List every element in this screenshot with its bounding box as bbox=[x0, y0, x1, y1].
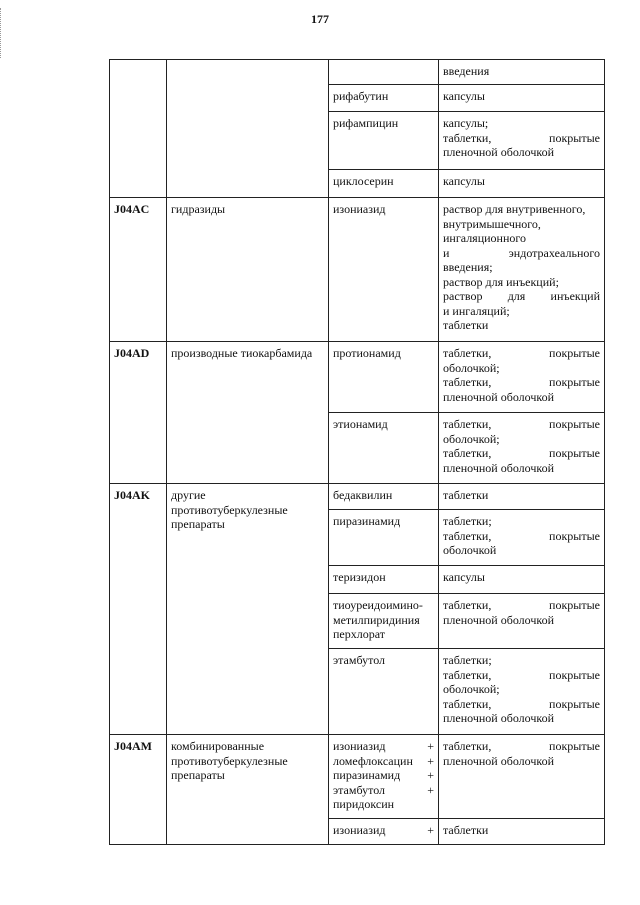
drug-cell: тиоуреидоимино- метилпиридиния перхлорат bbox=[329, 594, 439, 649]
atc-code-cell: J04AM bbox=[110, 735, 167, 845]
drug-cell: теризидон bbox=[329, 566, 439, 594]
table-row bbox=[110, 484, 605, 510]
drug-cell: изониазид + bbox=[329, 819, 439, 845]
form-cell: таблетки, покрытые пленочной оболочкой bbox=[439, 594, 605, 649]
drug-cell: бедаквилин bbox=[329, 484, 439, 510]
form-cell: таблетки; таблетки, покрытые оболочкой bbox=[439, 510, 605, 566]
atc-code-cell: J04AC bbox=[110, 198, 167, 342]
drug-cell: этионамид bbox=[329, 413, 439, 484]
drug-cell: пиразинамид bbox=[329, 510, 439, 566]
group-cell: комбинированные противотуберкулезные препараты bbox=[167, 735, 329, 845]
form-cell: капсулы bbox=[439, 85, 605, 112]
drug-cell: рифампицин bbox=[329, 112, 439, 170]
form-cell: таблетки bbox=[439, 819, 605, 845]
group-cell: производные тиокарбамида bbox=[167, 342, 329, 484]
drug-cell: рифабутин bbox=[329, 85, 439, 112]
form-cell: капсулы bbox=[439, 566, 605, 594]
table-row bbox=[110, 60, 605, 85]
drug-table bbox=[109, 59, 605, 845]
form-cell: таблетки, покрытые оболочкой; таблетки, покрытые пленочной оболочкой bbox=[439, 413, 605, 484]
table-row bbox=[110, 735, 605, 819]
table-row bbox=[110, 342, 605, 413]
drug-cell bbox=[329, 60, 439, 85]
form-cell: введения bbox=[439, 60, 605, 85]
atc-code-cell: J04AD bbox=[110, 342, 167, 484]
drug-cell: этамбутол bbox=[329, 649, 439, 735]
drug-cell: изониазид + ломефлоксацин + пиразинамид + этамбутол + пиридоксин bbox=[329, 735, 439, 819]
form-cell: капсулы; таблетки, покрытые пленочной оболочкой bbox=[439, 112, 605, 170]
atc-code-cell bbox=[110, 60, 167, 198]
group-cell: другие противотуберкулезные препараты bbox=[167, 484, 329, 735]
drug-cell: циклосерин bbox=[329, 170, 439, 198]
group-cell bbox=[167, 60, 329, 198]
drug-cell: изониазид bbox=[329, 198, 439, 342]
form-cell: таблетки; таблетки, покрытые оболочкой; таблетки, покрытые пленочной оболочкой bbox=[439, 649, 605, 735]
form-cell: капсулы bbox=[439, 170, 605, 198]
form-cell: таблетки bbox=[439, 484, 605, 510]
form-cell: таблетки, покрытые оболочкой; таблетки, покрытые пленочной оболочкой bbox=[439, 342, 605, 413]
form-cell: таблетки, покрытые пленочной оболочкой bbox=[439, 735, 605, 819]
page-number: 177 bbox=[311, 12, 329, 26]
atc-code-cell: J04AK bbox=[110, 484, 167, 735]
table-row bbox=[110, 198, 605, 342]
drug-cell: протионамид bbox=[329, 342, 439, 413]
group-cell: гидразиды bbox=[167, 198, 329, 342]
form-cell: раствор для внутривенного, внутримышечного, ингаляционного и эндотрахеального введения; раствор для инъекций; раствор для инъекций и ингаляций; таблетки bbox=[439, 198, 605, 342]
